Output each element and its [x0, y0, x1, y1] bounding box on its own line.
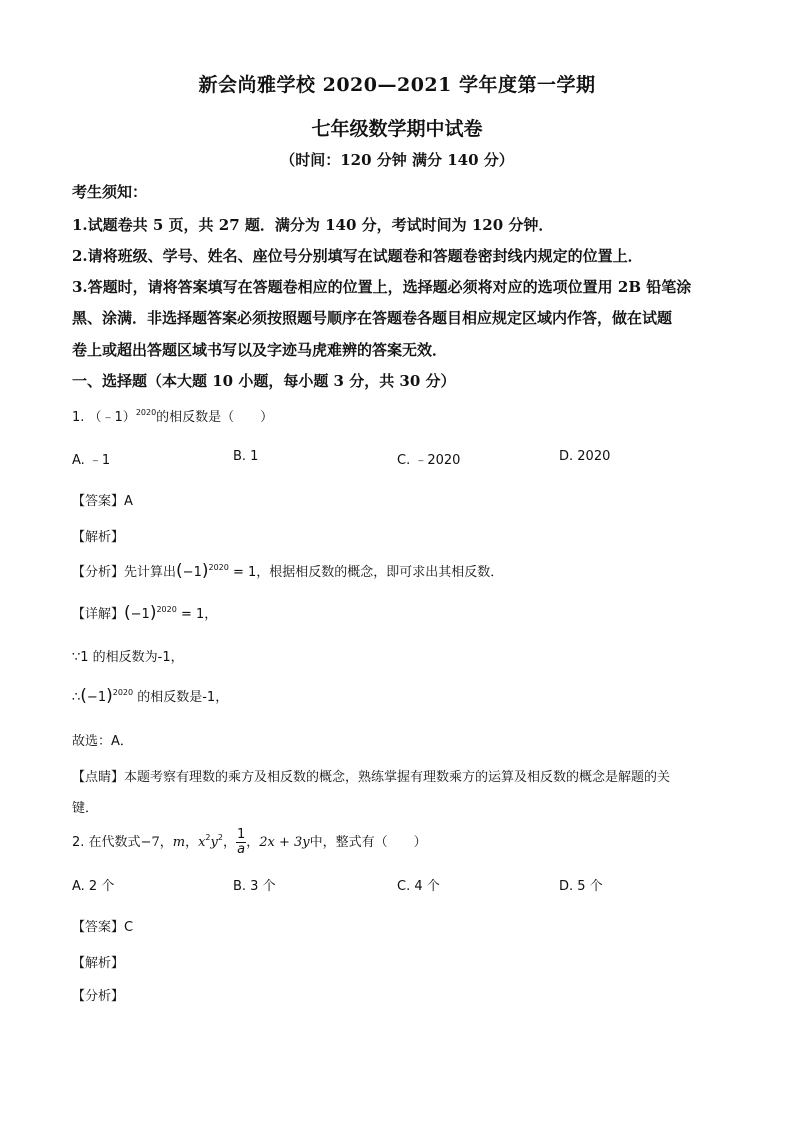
- detail-tag: 【详解】: [72, 607, 125, 622]
- notice-heading: 考生须知：: [72, 183, 148, 201]
- q1-detail: 【详解】$(-1)^{2020} = 1$，: [72, 603, 218, 623]
- q1-choose: 故选：A．: [72, 734, 133, 749]
- section-heading: 一、选择题（本大题 10 小题，每小题 3 分，共 30 分）: [72, 372, 456, 390]
- review-text: 本题考察有理数的乘方及相反数的概念，熟练掌握有理数乘方的运算及相反数的概念是解题的关: [124, 770, 671, 785]
- q1-option-a: A. ﹣1: [72, 453, 111, 468]
- q2-term-1: −7: [140, 835, 160, 850]
- q1-answer: [72, 490, 133, 509]
- fenxi-pre: 先计算出: [124, 565, 177, 580]
- q2-term-3b: y: [210, 835, 218, 850]
- notice-item-2: 2.请将班级、学号、姓名、座位号分别填写在试题卷和答题卷密封线内规定的位置上．: [72, 247, 643, 265]
- q2-option-d: D. 5 个: [559, 879, 603, 894]
- q2-option-b: B. 3 个: [233, 879, 276, 894]
- question-2: [72, 828, 427, 857]
- q2-sep-3: ，: [222, 835, 236, 850]
- review-tag: 【点睛】: [72, 770, 125, 785]
- question-1-prefix: 1. （﹣1）: [72, 410, 136, 425]
- question-1-exponent: 2020: [135, 408, 157, 417]
- q2-prefix: 2. 在代数式: [72, 835, 141, 850]
- detail-exp: 2020: [156, 605, 177, 614]
- fenxi-eq: = 1: [228, 565, 257, 580]
- q1-analysis-tag: 【解析】: [72, 530, 125, 545]
- q2-analysis-tag: 【解析】: [72, 956, 125, 971]
- exam-title: 七年级数学期中试卷: [311, 118, 483, 140]
- q2-sep-2: ，: [185, 835, 199, 850]
- q2-term-2: m: [172, 835, 186, 850]
- answer-value: A: [124, 494, 133, 509]
- q2-sq-2: 2: [217, 833, 223, 842]
- q2-frac-num: 1: [236, 827, 246, 842]
- q2-option-a: A. 2 个: [72, 879, 115, 894]
- notice-item-1: 1.试题卷共 5 页，共 27 题．满分为 140 分，考试时间为 120 分钟．: [72, 216, 554, 234]
- q1-step-2: $\therefore(-1)^{2020}$ 的相反数是-1，: [72, 686, 229, 706]
- notice-item-3-line-3: 卷上或超出答题区域书写以及字迹马虎难辨的答案无效．: [72, 341, 448, 359]
- question-1-suffix: 的相反数是（ ）: [156, 410, 274, 425]
- q2-sep-1: ，: [159, 835, 173, 850]
- q2-sep-4: ，: [246, 835, 260, 850]
- step2-base: −1: [86, 690, 107, 705]
- q1-option-d: D. 2020: [559, 449, 611, 464]
- q2-answer: [72, 916, 133, 935]
- q1-review-line-2: 键．: [72, 801, 99, 816]
- q2-term-5: 2x + 3y: [259, 835, 310, 850]
- q1-option-b: B. 1: [233, 449, 259, 464]
- q2-suffix: 中，整式有（ ）: [309, 835, 427, 850]
- fenxi-post: ，根据相反数的概念，即可求出其相反数．: [256, 565, 504, 580]
- q2-frac-den: a: [237, 842, 246, 857]
- q2-fenxi-tag: 【分析】: [72, 989, 125, 1004]
- detail-base: −1: [130, 607, 150, 622]
- step2-pre: ∴: [72, 690, 81, 705]
- school-title: 新会尚雅学校 2020—2021 学年度第一学期: [198, 74, 596, 96]
- q2-fraction: [236, 828, 246, 857]
- fenxi-exp: 2020: [208, 563, 229, 572]
- question-1: [72, 406, 273, 425]
- q1-step-1: ∵1 的相反数为-1，: [72, 650, 184, 665]
- q2-sq-1: 2: [205, 833, 211, 842]
- q1-review-line-1: [72, 766, 670, 785]
- q2-answer-value: C: [124, 920, 134, 935]
- fenxi-tag: 【分析】: [72, 565, 125, 580]
- notice-item-3-line-2: 黑、涂满．非选择题答案必须按照题号顺序在答题卷各题目相应规定区域内作答，做在试题: [72, 309, 673, 327]
- fenxi-base: −1: [182, 565, 202, 580]
- q1-option-c: C. ﹣2020: [397, 453, 461, 468]
- notice-item-3-line-1: 3.答题时，请将答案填写在答题卷相应的位置上，选择题必须将对应的选项位置用 2B 铅笔涂: [72, 278, 692, 296]
- q2-answer-tag: 【答案】: [72, 920, 125, 935]
- q1-fenxi: 【分析】先计算出$(-1)^{2020} = 1$，根据相反数的概念，即可求出其相反数．: [72, 561, 504, 581]
- answer-tag: 【答案】: [72, 494, 125, 509]
- step2-exp: 2020: [112, 688, 134, 697]
- detail-post: ，: [204, 607, 218, 622]
- detail-eq: = 1: [176, 607, 205, 622]
- time-info: （时间：120 分钟 满分 140 分）: [280, 151, 514, 169]
- q2-term-3a: x: [198, 835, 206, 850]
- q2-option-c: C. 4 个: [397, 879, 440, 894]
- step2-post: 的相反数是-1，: [133, 690, 229, 705]
